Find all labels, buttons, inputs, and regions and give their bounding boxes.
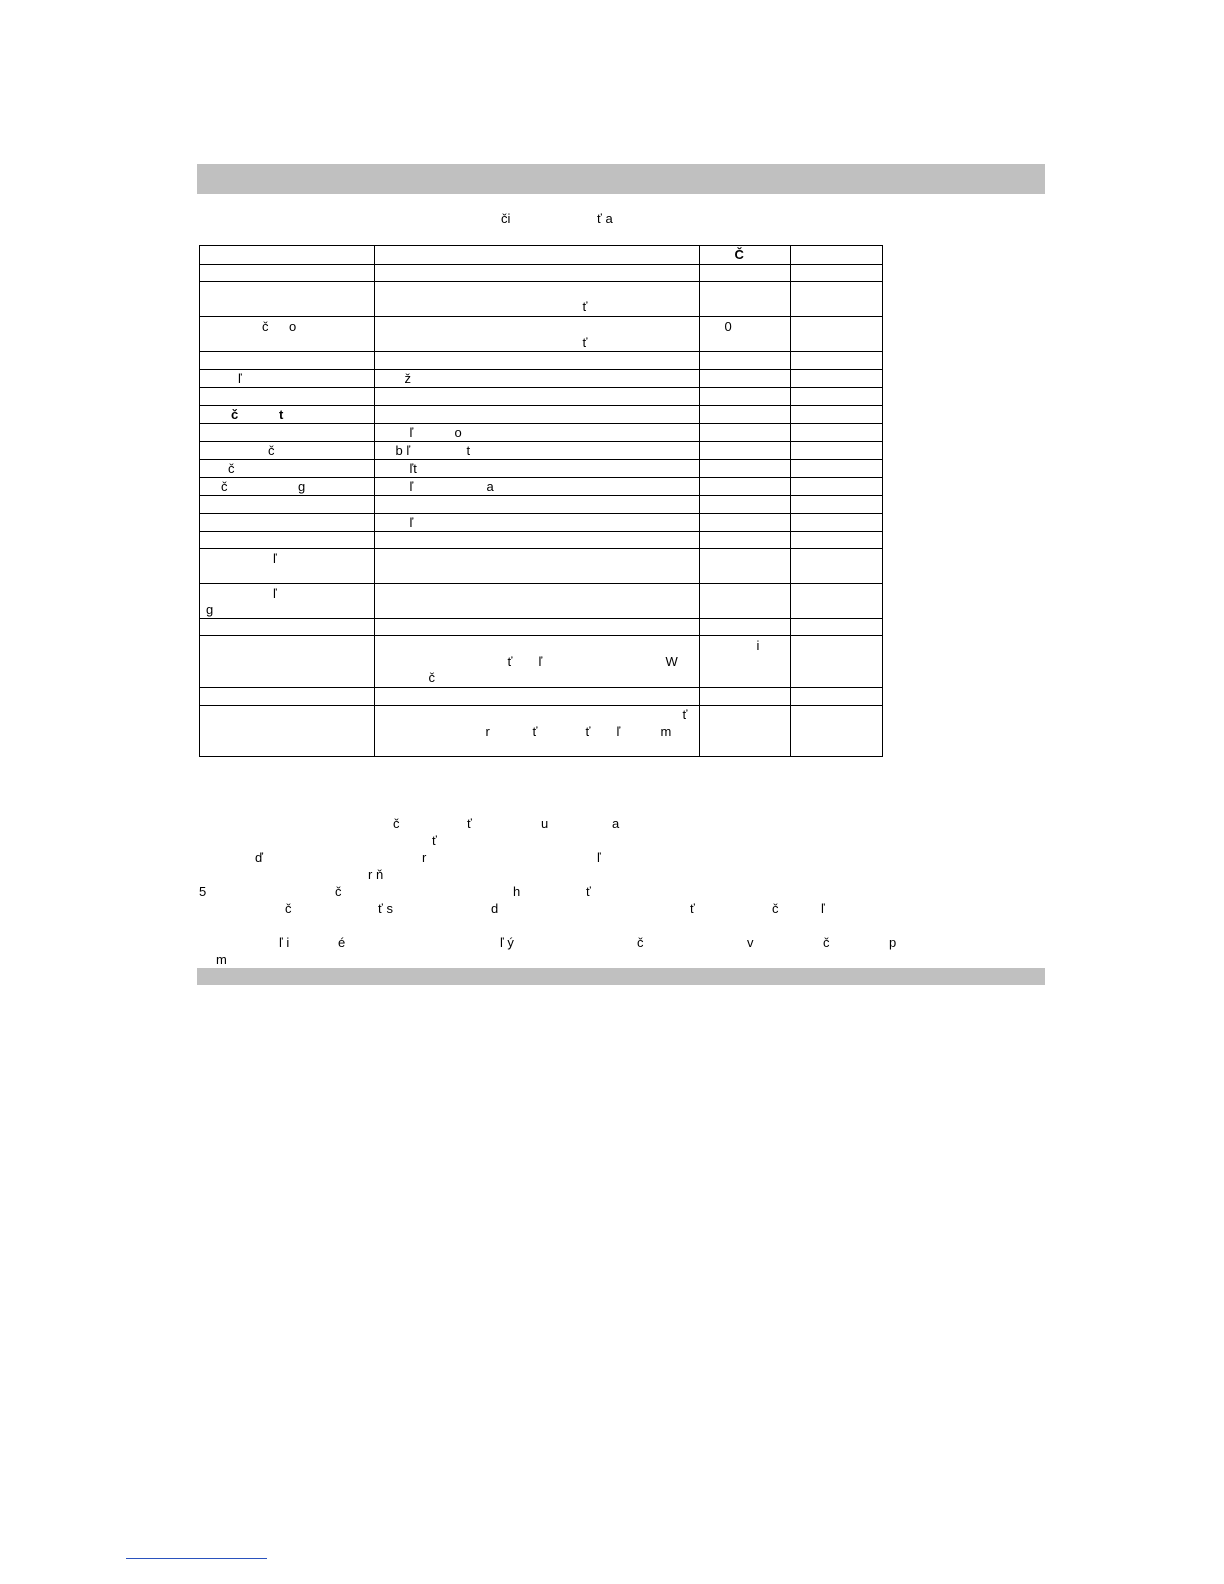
cell-text: ľ <box>409 425 414 440</box>
body-fragment: ť <box>467 816 472 831</box>
table-cell <box>374 370 700 388</box>
table-cell <box>200 514 375 532</box>
table-cell <box>374 265 700 282</box>
table-cell <box>200 688 375 706</box>
table-cell <box>790 636 882 688</box>
table-cell <box>790 584 882 619</box>
table-cell <box>790 265 882 282</box>
body-fragment: ť <box>432 833 437 848</box>
table-cell <box>700 478 790 496</box>
body-fragment: ľ i <box>279 935 290 950</box>
table-cell <box>700 584 790 619</box>
cell-text: č <box>428 670 435 685</box>
table-cell <box>790 478 882 496</box>
cell-text: t <box>466 443 471 458</box>
cell-text: ľ <box>273 586 277 601</box>
cell-text: č <box>262 319 269 334</box>
table-cell <box>374 424 700 442</box>
table-row <box>200 478 883 496</box>
body-fragment: č <box>637 935 644 950</box>
cell-text: č <box>231 407 239 422</box>
table-row <box>200 532 883 549</box>
table-cell <box>700 636 790 688</box>
table-cell <box>790 370 882 388</box>
table-row <box>200 706 883 757</box>
table-row <box>200 265 883 282</box>
table-cell <box>790 460 882 478</box>
cell-text: ľ <box>409 515 414 530</box>
table-cell <box>374 688 700 706</box>
table-cell <box>700 370 790 388</box>
table-cell <box>374 478 700 496</box>
table-cell <box>700 619 790 636</box>
body-fragment: p <box>889 935 897 950</box>
body-fragment: č <box>772 901 779 916</box>
body-fragment: ľ <box>821 901 825 916</box>
table-cell <box>700 246 790 265</box>
cell-text: i <box>756 638 760 653</box>
cell-text: g <box>206 602 214 617</box>
table-cell <box>700 706 790 757</box>
table-cell <box>200 442 375 460</box>
table-cell <box>700 688 790 706</box>
cell-text: ť <box>585 724 591 739</box>
cell-text: ľt <box>409 461 417 476</box>
table-cell <box>700 317 790 352</box>
cell-text: ť <box>507 654 513 669</box>
table-cell <box>200 370 375 388</box>
table-cell <box>200 317 375 352</box>
table-cell <box>700 514 790 532</box>
table-cell <box>790 317 882 352</box>
body-fragment: ť s <box>378 901 393 916</box>
table-cell <box>374 636 700 688</box>
table-row <box>200 549 883 584</box>
table-row <box>200 352 883 370</box>
table-cell <box>790 496 882 514</box>
table-row <box>200 636 883 688</box>
table-cell <box>790 388 882 406</box>
table-cell <box>790 246 882 265</box>
table-cell <box>790 352 882 370</box>
cell-text: ž <box>404 371 411 386</box>
table-cell <box>700 549 790 584</box>
cell-text: ľ <box>616 724 621 739</box>
table-row <box>200 424 883 442</box>
table-row <box>200 388 883 406</box>
cell-text: 0 <box>724 319 732 334</box>
body-fragment: ť <box>586 884 591 899</box>
table-cell <box>200 478 375 496</box>
cell-text: r <box>485 724 490 739</box>
table-cell <box>374 514 700 532</box>
table-cell <box>700 424 790 442</box>
cell-text: o <box>289 319 297 334</box>
table-row <box>200 496 883 514</box>
table-cell <box>790 442 882 460</box>
table-cell <box>790 282 882 317</box>
footnote-separator <box>126 1558 267 1559</box>
table-cell <box>374 532 700 549</box>
table-cell <box>374 584 700 619</box>
table-cell <box>374 496 700 514</box>
table-row <box>200 460 883 478</box>
cell-text: ť <box>532 724 538 739</box>
table-cell <box>374 706 700 757</box>
cell-text: a <box>486 479 494 494</box>
header-band <box>197 164 1045 194</box>
body-fragment: é <box>338 935 346 950</box>
intro-fragment: ť a <box>597 211 613 226</box>
cell-text: t <box>279 407 284 422</box>
table-cell <box>200 424 375 442</box>
table-cell <box>374 549 700 584</box>
table-cell <box>200 636 375 688</box>
table-cell <box>200 282 375 317</box>
cell-text: č <box>221 479 228 494</box>
table-cell <box>200 532 375 549</box>
body-fragment: r ň <box>368 867 384 882</box>
table-cell <box>790 406 882 424</box>
table-cell <box>700 265 790 282</box>
table-cell <box>200 584 375 619</box>
body-fragment: m <box>216 952 227 967</box>
cell-text: ť <box>682 707 688 722</box>
table-cell <box>374 317 700 352</box>
body-fragment: a <box>612 816 620 831</box>
table-cell <box>700 282 790 317</box>
table-cell <box>700 460 790 478</box>
footer-band <box>197 968 1045 985</box>
cell-text: ť <box>582 335 588 350</box>
table-row <box>200 282 883 317</box>
table-cell <box>700 406 790 424</box>
body-fragment: ľ <box>597 850 601 865</box>
cell-text: m <box>660 724 672 739</box>
table-cell <box>200 388 375 406</box>
cell-text: W <box>665 654 678 669</box>
table-cell <box>700 532 790 549</box>
cell-text: b ľ <box>395 443 411 458</box>
table-cell <box>200 549 375 584</box>
table-cell <box>790 514 882 532</box>
table-cell <box>200 460 375 478</box>
body-fragment: h <box>513 884 521 899</box>
table-cell <box>200 496 375 514</box>
cell-text: o <box>454 425 462 440</box>
table-cell <box>200 619 375 636</box>
cell-text: ľ <box>538 654 543 669</box>
body-fragment: č <box>285 901 292 916</box>
table-cell <box>790 549 882 584</box>
table-cell <box>200 352 375 370</box>
body-fragment: 5 <box>199 884 207 899</box>
table-row <box>200 370 883 388</box>
table-cell <box>200 406 375 424</box>
table-cell <box>374 246 700 265</box>
table-cell <box>374 619 700 636</box>
table-cell <box>790 424 882 442</box>
table-cell <box>200 265 375 282</box>
body-fragment: č <box>335 884 342 899</box>
cell-text: ľ <box>273 551 277 566</box>
intro-fragment: či <box>501 211 511 226</box>
table-cell <box>700 352 790 370</box>
cell-text: č <box>268 443 275 458</box>
data-table <box>199 245 883 757</box>
table-cell <box>374 460 700 478</box>
cell-text: č <box>228 461 235 476</box>
table-row <box>200 514 883 532</box>
cell-text: ť <box>582 299 588 314</box>
table-cell <box>374 352 700 370</box>
table-cell <box>374 388 700 406</box>
body-fragment: ť <box>690 901 695 916</box>
table-cell <box>700 388 790 406</box>
table-cell <box>374 442 700 460</box>
table-cell <box>790 688 882 706</box>
body-fragment: d <box>491 901 499 916</box>
table-row <box>200 688 883 706</box>
table-cell <box>790 706 882 757</box>
table-cell <box>374 282 700 317</box>
table-cell <box>790 532 882 549</box>
table-row <box>200 584 883 619</box>
table-cell <box>700 496 790 514</box>
table-cell <box>200 246 375 265</box>
body-fragment: r <box>422 850 427 865</box>
cell-text: ľ <box>409 479 414 494</box>
body-fragment: ď <box>255 850 263 865</box>
cell-text: g <box>298 479 306 494</box>
table-row <box>200 442 883 460</box>
table-row <box>200 406 883 424</box>
cell-text: Č <box>734 247 744 262</box>
cell-text: ľ <box>238 371 242 386</box>
table-row <box>200 246 883 265</box>
table-row <box>200 317 883 352</box>
table-cell <box>790 619 882 636</box>
body-fragment: ľ ý <box>500 935 514 950</box>
table-cell <box>700 442 790 460</box>
body-fragment: u <box>541 816 549 831</box>
table-cell <box>374 406 700 424</box>
table-row <box>200 619 883 636</box>
body-fragment: v <box>747 935 754 950</box>
body-fragment: č <box>393 816 400 831</box>
table-cell <box>200 706 375 757</box>
body-fragment: č <box>823 935 830 950</box>
